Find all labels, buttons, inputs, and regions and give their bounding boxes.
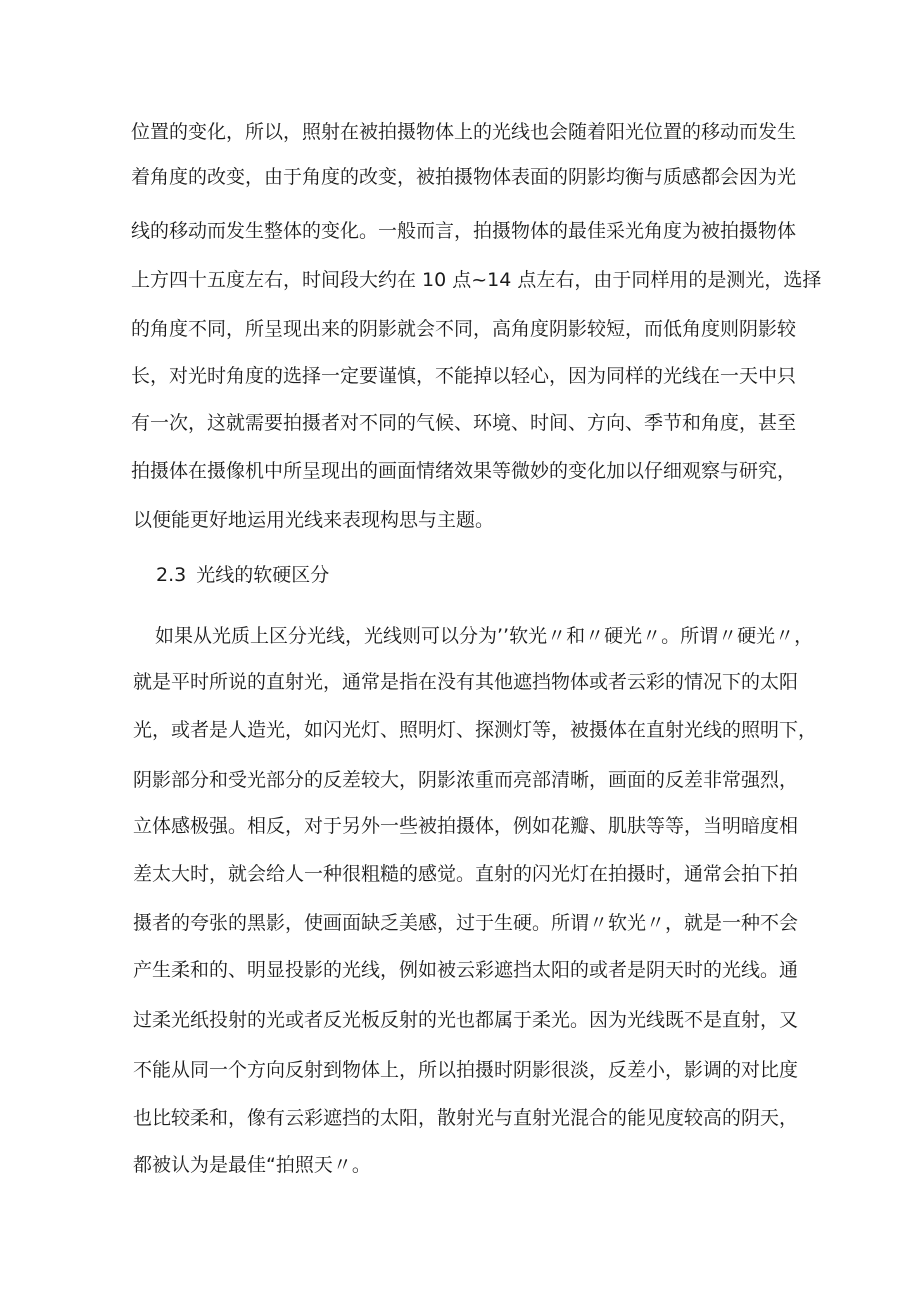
paragraph2-line-4: 阴影部分和受光部分的反差较大，阴影浓重而亮部清晰，画面的反差非常强烈， — [133, 769, 799, 791]
paragraph1-line-9: 以便能更好地运用光线来表现构思与主题。 — [133, 509, 495, 531]
paragraph1-line-7: 有一次，这就需要拍摄者对不同的气候、环境、时间、方向、季节和角度，甚至 — [131, 412, 797, 434]
paragraph2-line-9: 过柔光纸投射的光或者反光板反射的光也都属于柔光。因为光线既不是直射，又 — [133, 1009, 799, 1031]
section-heading — [156, 563, 920, 587]
paragraph1-line-8: 拍摄体在摄像机中所呈现出的画面情绪效果等微妙的变化加以仔细观察与研究， — [131, 460, 797, 482]
paragraph2-line-8: 产生柔和的、明显投影的光线，例如被云彩遮挡太阳的或者是阴天时的光线。通 — [133, 959, 799, 981]
paragraph2-line-6: 差太大时，就会给人一种很粗糙的感觉。直射的闪光灯在拍摄时，通常会拍下拍 — [133, 863, 799, 885]
paragraph2-line-1: 如果从光质上区分光线，光线则可以分为’’软光〃和〃硬光〃。所谓〃硬光〃， — [155, 625, 814, 647]
paragraph2-line-2: 就是平时所说的直射光，通常是指在没有其他遮挡物体或者云彩的情况下的太阳 — [133, 671, 799, 693]
paragraph1-line-3: 线的移动而发生整体的变化。一般而言，拍摄物体的最佳采光角度为被拍摄物体 — [131, 220, 797, 242]
paragraph1-line-5: 的角度不同，所呈现出来的阴影就会不同，高角度阴影较短，而低角度则阴影较 — [131, 318, 797, 340]
paragraph2-line-5: 立体感极强。相反，对于另外一些被拍摄体，例如花瓣、肌肤等等，当明暗度相 — [133, 815, 799, 837]
paragraph1-line-6: 长，对光时角度的选择一定要谨慎，不能掉以轻心，因为同样的光线在一天中只 — [131, 365, 797, 387]
paragraph1-line-1: 位置的变化，所以，照射在被拍摄物体上的光线也会随着阳光位置的移动而发生 — [131, 121, 797, 143]
paragraph2-line-10: 不能从同一个方向反射到物体上，所以拍摄时阴影很淡，反差小，影调的对比度 — [133, 1059, 799, 1081]
paragraph2-line-12: 都被认为是最佳“拍照天〃。 — [133, 1154, 371, 1176]
section-title: 光线的软硬区分 — [196, 564, 330, 586]
paragraph2-line-3: 光，或者是人造光，如闪光灯、照明灯、探测灯等，被摄体在直射光线的照明下， — [133, 719, 818, 741]
paragraph2-line-11: 也比较柔和，像有云彩遮挡的太阳，散射光与直射光混合的能见度较高的阴天， — [133, 1107, 799, 1129]
paragraph2-line-7: 摄者的夸张的黑影，使画面缺乏美感，过于生硬。所谓〃软光〃，就是一种不会 — [133, 912, 799, 934]
section-number: 2.3 — [156, 564, 187, 586]
paragraph1-line-4: 上方四十五度左右，时间段大约在 10 点~14 点左右，由于同样用的是测光，选择 — [131, 269, 822, 291]
paragraph1-line-2: 着角度的改变，由于角度的改变，被拍摄物体表面的阴影均衡与质感都会因为光 — [131, 166, 797, 188]
